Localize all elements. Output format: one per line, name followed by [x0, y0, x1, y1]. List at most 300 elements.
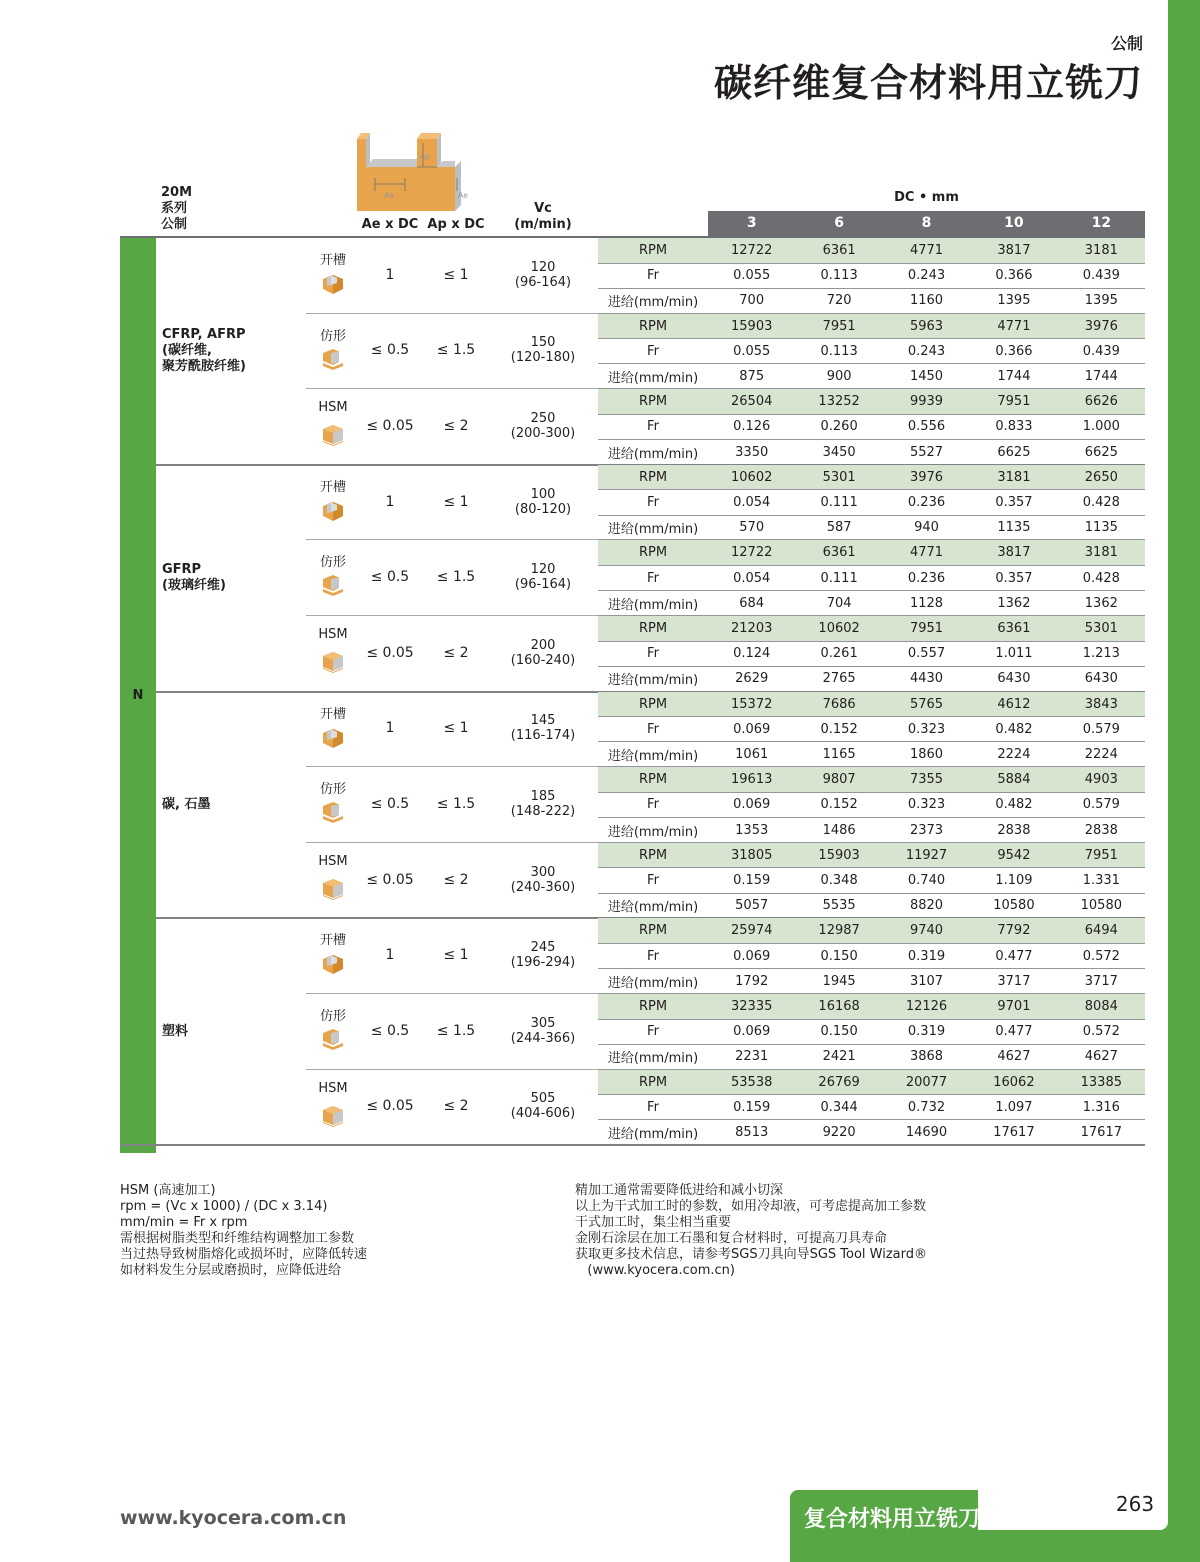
ae-value: ≤ 0.5	[370, 342, 410, 359]
vc-range: (96-164)	[514, 274, 572, 290]
row-label: 进给(mm/min)	[607, 446, 699, 462]
iso-group-label: N	[132, 688, 144, 703]
series-code: 20M	[161, 185, 193, 200]
ae-value: ≤ 0.05	[366, 871, 414, 888]
row-label: Fr	[647, 494, 659, 510]
series-text: 系列	[161, 201, 188, 216]
table-cell: 1792	[735, 973, 769, 989]
table-cell: 1135	[997, 520, 1031, 536]
material-name-line: (玻璃纤维)	[162, 578, 226, 594]
table-row-rpm	[598, 1070, 1145, 1095]
operation-name: 仿形	[319, 1009, 346, 1024]
table-cell: 0.159	[733, 872, 771, 888]
table-row-feed	[598, 591, 1145, 616]
table-row-feed	[598, 818, 1145, 843]
material-name-line: 碳, 石墨	[162, 797, 211, 812]
row-label: Fr	[647, 268, 659, 284]
vc-label: Vc	[534, 201, 552, 216]
vc-nominal: 250	[530, 410, 556, 426]
series-label	[161, 185, 192, 233]
table-row-fr	[598, 792, 1145, 817]
note-line: 如材料发生分层或磨损时，应降低进给	[120, 1263, 342, 1278]
table-cell: 13252	[818, 394, 860, 410]
table-cell: 3107	[909, 973, 944, 989]
ap-value: ≤ 1	[443, 947, 469, 964]
table-cell: 0.159	[733, 1099, 771, 1115]
table-cell: 1945	[822, 973, 856, 989]
data-rows	[598, 767, 1145, 843]
table-cell: 0.236	[907, 494, 946, 510]
operation-block-slotting	[306, 465, 1145, 541]
data-rows	[598, 389, 1145, 465]
table-cell: 1395	[1084, 293, 1118, 309]
table-row-feed	[598, 364, 1145, 389]
table-cell: 0.357	[995, 494, 1033, 510]
table-cell: 1450	[909, 368, 944, 384]
vc-nominal: 200	[530, 637, 556, 653]
operation-block-slotting	[306, 692, 1145, 768]
table-cell: 7951	[1084, 847, 1118, 863]
table-cell: 1744	[997, 368, 1031, 384]
vc-value	[508, 411, 578, 441]
table-cell: 21203	[731, 621, 773, 636]
ae-value: ≤ 0.05	[366, 417, 414, 434]
note-line: 精加工通常需要降低进给和减小切深	[575, 1183, 784, 1198]
operation-block-hsm	[306, 616, 1145, 692]
dc-title: DC • mm	[894, 190, 959, 205]
table-cell: 32335	[731, 999, 773, 1014]
material-name-line: 聚芳酰胺纤维)	[162, 359, 246, 375]
table-cell: 6494	[1084, 923, 1118, 939]
ae-value: 1	[385, 493, 395, 510]
table-cell: 5535	[822, 898, 856, 914]
ap-value: ≤ 1.5	[436, 569, 476, 586]
vc-range: (120-180)	[510, 350, 576, 366]
operation-name: 仿形	[319, 328, 346, 344]
table-row-fr	[598, 868, 1145, 893]
table-cell: 1128	[909, 595, 944, 611]
table-cell: 0.323	[907, 721, 946, 737]
table-cell: 3976	[909, 469, 944, 485]
data-rows	[598, 1070, 1145, 1146]
operation-block-hsm	[306, 843, 1145, 919]
table-cell: 15903	[818, 847, 860, 863]
note-line: 需根据树脂类型和纤维结构调整加工参数	[120, 1231, 355, 1246]
vc-nominal: 120	[530, 259, 556, 275]
vc-nominal: 150	[530, 335, 556, 351]
hsm-operation-icon	[321, 649, 345, 673]
footer-section-label: 复合材料用立铣刀	[804, 1507, 981, 1532]
row-label: 进给(mm/min)	[607, 597, 699, 613]
table-cell: 1.011	[995, 646, 1033, 662]
table-row-rpm	[598, 616, 1145, 641]
table-cell: 0.579	[1082, 797, 1120, 813]
table-cell: 1.213	[1082, 646, 1120, 662]
ae-value: ≤ 0.05	[366, 644, 414, 661]
slotting-operation-icon	[321, 498, 345, 522]
table-cell: 26769	[818, 1074, 860, 1090]
table-cell: 14690	[905, 1124, 948, 1140]
table-cell: 1.000	[1082, 419, 1120, 435]
table-cell: 5301	[822, 469, 856, 485]
table-cell: 6430	[997, 671, 1031, 687]
table-row-fr	[598, 414, 1145, 439]
table-cell: 15903	[731, 318, 773, 334]
table-cell: 0.055	[733, 268, 771, 284]
vc-range: (240-360)	[510, 879, 576, 895]
table-row-rpm	[598, 843, 1145, 868]
table-cell: 0.439	[1082, 268, 1120, 284]
row-label: RPM	[638, 243, 668, 258]
operation-name: 开槽	[319, 253, 346, 268]
vc-value	[508, 335, 578, 365]
note-line: 获取更多技术信息，请参考SGS刀具向导SGS Tool Wizard®	[575, 1247, 928, 1262]
operation-block-slotting	[306, 918, 1145, 994]
table-row-feed	[598, 440, 1145, 465]
table-cell: 2224	[1084, 746, 1118, 762]
table-cell: 7355	[909, 772, 944, 788]
table-cell: 0.477	[995, 948, 1033, 964]
operation-block-profiling	[306, 994, 1145, 1070]
footer-website-link[interactable]: www.kyocera.com.cn	[120, 1507, 347, 1529]
data-rows	[598, 994, 1145, 1070]
row-label: 进给(mm/min)	[607, 522, 699, 538]
table-cell: 31805	[731, 847, 773, 863]
table-cell: 1.316	[1082, 1099, 1120, 1115]
data-rows	[598, 843, 1145, 919]
dc-col-6: 6	[834, 215, 844, 231]
table-cell: 7686	[822, 696, 856, 712]
row-label: RPM	[638, 621, 668, 636]
row-label: 进给(mm/min)	[607, 748, 699, 764]
operation-block-hsm	[306, 1070, 1145, 1146]
row-label: RPM	[638, 772, 668, 788]
row-label: RPM	[638, 469, 668, 485]
table-cell: 0.243	[907, 343, 946, 359]
table-cell: 25974	[731, 923, 773, 939]
material-name	[162, 562, 226, 594]
row-label: Fr	[647, 419, 659, 435]
ae-value: 1	[385, 947, 395, 964]
operation-name: 仿形	[319, 782, 346, 798]
table-row-fr	[598, 717, 1145, 742]
table-cell: 3181	[997, 469, 1031, 485]
page-number: 263	[1115, 1492, 1155, 1516]
table-cell: 3717	[997, 973, 1031, 989]
table-cell: 6361	[822, 545, 856, 561]
vc-range: (96-164)	[514, 577, 572, 593]
ap-value: ≤ 1	[443, 493, 469, 510]
note-line: mm/min = Fr x rpm	[120, 1215, 248, 1230]
table-cell: 9220	[822, 1124, 856, 1140]
table-cell: 8820	[909, 898, 944, 914]
cutting-depth-diagram-icon	[357, 131, 489, 211]
table-cell: 4627	[1084, 1049, 1118, 1065]
table-cell: 0.319	[907, 1024, 946, 1040]
vc-range: (404-606)	[510, 1106, 576, 1122]
vc-nominal: 245	[530, 940, 556, 956]
table-cell: 0.069	[733, 797, 771, 813]
slotting-operation-icon	[321, 271, 345, 295]
table-cell: 0.152	[820, 721, 858, 737]
table-cell: 53538	[731, 1074, 773, 1090]
table-cell: 15372	[731, 696, 773, 712]
table-row-feed	[598, 893, 1145, 918]
table-cell: 4771	[909, 545, 944, 561]
table-cell: 9740	[909, 923, 944, 939]
slotting-operation-icon	[321, 951, 345, 975]
page-title: 碳纤维复合材料用立铣刀	[713, 61, 1143, 105]
table-cell: 5301	[1084, 621, 1118, 636]
table-cell: 1353	[735, 822, 769, 838]
svg-text:Ap: Ap	[420, 152, 430, 161]
table-cell: 0.111	[820, 570, 858, 586]
hsm-operation-icon	[321, 1103, 345, 1127]
row-label: RPM	[638, 923, 668, 939]
table-row-fr	[598, 641, 1145, 666]
table-cell: 0.482	[995, 797, 1033, 813]
table-cell: 13385	[1080, 1074, 1122, 1090]
ae-value: ≤ 0.5	[370, 1022, 410, 1039]
table-row-rpm	[598, 692, 1145, 717]
table-cell: 1744	[1084, 368, 1118, 384]
vc-value	[508, 865, 578, 895]
table-cell: 8513	[735, 1124, 769, 1140]
ae-value: ≤ 0.5	[370, 569, 410, 586]
profiling-operation-icon	[321, 1027, 345, 1051]
row-label: Fr	[647, 570, 659, 586]
operation-block-profiling	[306, 540, 1145, 616]
table-cell: 2224	[997, 746, 1031, 762]
table-cell: 1135	[1084, 520, 1118, 536]
table-cell: 3817	[997, 243, 1031, 258]
table-row-rpm	[598, 465, 1145, 490]
table-row-rpm	[598, 540, 1145, 565]
table-cell: 0.069	[733, 721, 771, 737]
ap-value: ≤ 1	[443, 720, 469, 737]
material-name	[162, 797, 210, 813]
table-cell: 1061	[735, 746, 769, 762]
row-label: RPM	[638, 847, 668, 863]
operation-name: HSM	[318, 1080, 348, 1096]
operation-block-slotting	[306, 238, 1145, 314]
table-cell: 10602	[818, 621, 860, 636]
table-cell: 1165	[822, 746, 856, 762]
series-unit: 公制	[161, 217, 188, 232]
table-cell: 5963	[909, 318, 944, 334]
ae-value: ≤ 0.5	[370, 795, 410, 812]
row-label: RPM	[638, 999, 668, 1014]
operation-name: HSM	[318, 627, 348, 642]
col-header-vc	[508, 201, 578, 233]
svg-text:Ae: Ae	[458, 191, 468, 200]
ap-value: ≤ 1.5	[436, 342, 476, 359]
table-cell: 0.319	[907, 948, 946, 964]
table-cell: 5765	[909, 696, 944, 712]
note-line: 以上为干式加工时的参数，如用冷却液，可考虑提高加工参数	[575, 1199, 927, 1214]
table-cell: 1.109	[995, 872, 1033, 888]
vc-nominal: 185	[530, 788, 556, 804]
table-row-feed	[598, 666, 1145, 691]
table-cell: 12722	[731, 545, 773, 561]
slotting-operation-icon	[321, 725, 345, 749]
data-rows	[598, 616, 1145, 692]
vc-range: (160-240)	[510, 652, 576, 668]
table-cell: 2421	[822, 1049, 856, 1065]
table-cell: 8084	[1084, 999, 1118, 1014]
row-label: RPM	[638, 318, 668, 334]
note-line: 当过热导致树脂熔化或损坏时，应降低转速	[120, 1247, 368, 1262]
svg-text:Ae: Ae	[384, 191, 394, 200]
table-cell: 6430	[1084, 671, 1118, 687]
table-cell: 6361	[997, 621, 1031, 636]
row-label: 进给(mm/min)	[607, 975, 699, 991]
table-cell: 3817	[997, 545, 1031, 561]
table-cell: 0.260	[820, 419, 858, 435]
table-cell: 12722	[731, 243, 773, 258]
row-label: Fr	[647, 343, 659, 359]
data-rows	[598, 918, 1145, 994]
operation-name: 开槽	[319, 479, 346, 495]
ap-value: ≤ 2	[443, 1098, 469, 1115]
note-line: 干式加工时，集尘相当重要	[575, 1215, 732, 1230]
table-cell: 1160	[909, 293, 944, 309]
vc-value	[508, 487, 578, 517]
table-cell: 1362	[997, 595, 1031, 611]
material-name	[162, 327, 246, 375]
table-cell: 17617	[993, 1124, 1035, 1140]
table-cell: 0.113	[820, 343, 858, 359]
table-cell: 10580	[1080, 898, 1122, 914]
table-row-rpm	[598, 918, 1145, 943]
table-cell: 1860	[909, 746, 944, 762]
dc-col-10: 10	[1004, 215, 1024, 231]
row-label: 进给(mm/min)	[607, 1126, 699, 1142]
vc-nominal: 305	[530, 1015, 556, 1031]
page-subtitle: 公制	[1110, 34, 1143, 53]
ap-value: ≤ 2	[443, 417, 469, 434]
table-row-rpm	[598, 314, 1145, 339]
material-divider	[120, 1144, 1145, 1146]
table-cell: 3181	[1084, 545, 1118, 561]
table-cell: 11927	[905, 847, 948, 863]
table-cell: 4771	[909, 243, 944, 258]
table-cell: 0.572	[1082, 948, 1120, 964]
table-cell: 1362	[1084, 595, 1118, 611]
dc-col-3: 3	[746, 215, 757, 231]
table-cell: 1486	[822, 822, 856, 838]
row-label: Fr	[647, 1099, 659, 1115]
profiling-operation-icon	[321, 800, 345, 824]
table-cell: 0.054	[733, 494, 771, 510]
table-cell: 7792	[997, 923, 1031, 939]
table-cell: 3843	[1084, 696, 1118, 712]
table-row-feed	[598, 515, 1145, 540]
row-label: Fr	[647, 872, 659, 888]
operation-name: HSM	[318, 400, 348, 416]
ae-value: 1	[385, 720, 395, 737]
table-cell: 6626	[1084, 394, 1118, 410]
table-cell: 0.152	[820, 797, 858, 813]
table-row-feed	[598, 1044, 1145, 1069]
table-cell: 0.439	[1082, 343, 1120, 359]
data-rows	[598, 465, 1145, 541]
data-rows	[598, 238, 1145, 314]
table-cell: 12987	[818, 923, 860, 939]
table-cell: 4430	[909, 671, 944, 687]
table-cell: 1.331	[1082, 872, 1120, 888]
operation-name: 开槽	[319, 933, 346, 949]
table-cell: 3181	[1084, 243, 1118, 258]
table-cell: 16062	[993, 1074, 1035, 1090]
vc-value	[508, 713, 578, 743]
table-cell: 0.357	[995, 570, 1033, 586]
table-cell: 0.477	[995, 1024, 1033, 1040]
table-cell: 684	[739, 595, 765, 611]
table-cell: 3976	[1084, 318, 1118, 334]
dc-col-12: 12	[1091, 215, 1112, 231]
vc-range: (244-366)	[510, 1030, 576, 1046]
notes-right	[575, 1183, 927, 1279]
table-cell: 720	[826, 293, 852, 309]
table-cell: 2629	[735, 671, 769, 687]
table-cell: 9807	[822, 772, 856, 788]
operation-name: HSM	[318, 853, 348, 869]
row-label: Fr	[647, 646, 659, 662]
vc-nominal: 505	[530, 1091, 556, 1107]
table-cell: 0.150	[820, 1024, 858, 1040]
table-row-fr	[598, 263, 1145, 288]
row-label: 进给(mm/min)	[607, 824, 699, 840]
table-cell: 0.124	[733, 646, 771, 662]
note-line: (www.kyocera.com.cn)	[575, 1263, 735, 1278]
table-cell: 3350	[735, 444, 769, 460]
col-header-ae: Ae x DC	[361, 217, 419, 232]
table-cell: 7951	[997, 394, 1031, 410]
table-cell: 1395	[997, 293, 1031, 309]
table-cell: 2838	[997, 822, 1031, 838]
table-cell: 875	[739, 368, 765, 384]
vc-nominal: 100	[530, 486, 556, 502]
material-name-line: GFRP	[162, 562, 202, 578]
notes-left	[120, 1183, 367, 1279]
table-cell: 17617	[1080, 1124, 1122, 1140]
table-cell: 6625	[997, 444, 1031, 460]
operation-block-profiling	[306, 767, 1145, 843]
right-edge-bar	[1168, 0, 1200, 1562]
table-cell: 0.261	[820, 646, 858, 662]
table-cell: 704	[826, 595, 852, 611]
table-cell: 0.428	[1082, 494, 1120, 510]
table-cell: 0.344	[820, 1099, 858, 1115]
table-cell: 0.740	[907, 872, 946, 888]
table-row-fr	[598, 490, 1145, 515]
profiling-operation-icon	[321, 573, 345, 597]
table-cell: 0.366	[995, 343, 1033, 359]
table-cell: 4627	[997, 1049, 1031, 1065]
table-cell: 0.069	[733, 948, 771, 964]
table-cell: 0.069	[733, 1024, 771, 1040]
material-name-line: 塑料	[162, 1023, 189, 1039]
hsm-operation-icon	[321, 422, 345, 446]
vc-value	[508, 260, 578, 290]
table-cell: 6625	[1084, 444, 1118, 460]
table-cell: 19613	[731, 772, 773, 788]
table-cell: 12126	[905, 999, 948, 1014]
table-row-rpm	[598, 238, 1145, 263]
table-cell: 4771	[997, 318, 1031, 334]
row-label: 进给(mm/min)	[607, 1051, 699, 1067]
